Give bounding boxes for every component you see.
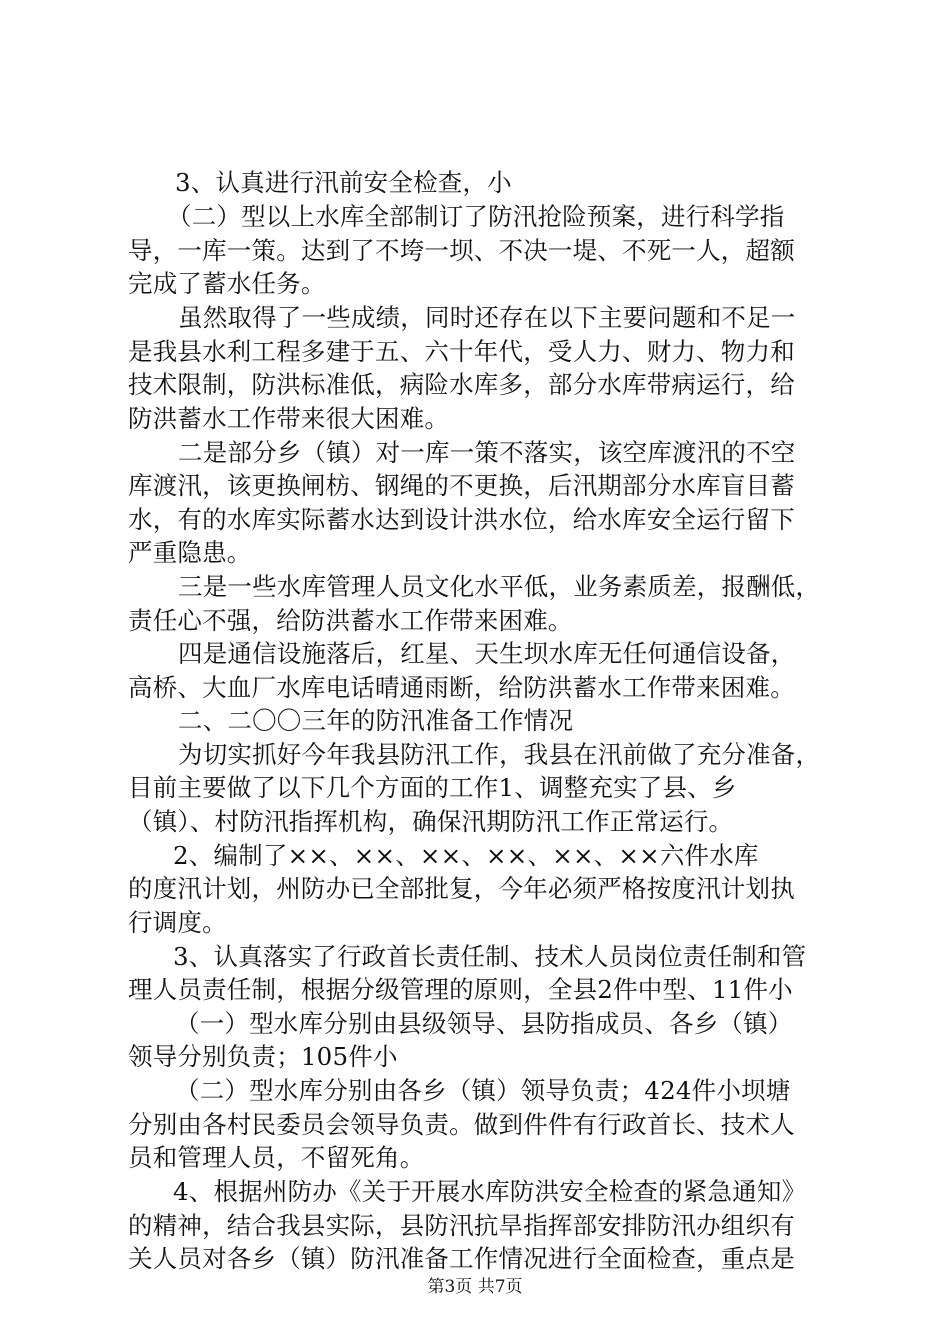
text-line: 理人员责任制，根据分级管理的原则，全县2件中型、11件小 (128, 975, 793, 1004)
text-line: 分别由各村民委员会领导负责。做到件件有行政首长、技术人 (128, 1110, 795, 1139)
text-line: 的度汛计划，州防办已全部批复，今年必须严格按度汛计划执 (128, 874, 795, 903)
text-line: 完成了蓄水任务。 (128, 269, 326, 298)
text-line: 目前主要做了以下几个方面的工作1、调整充实了县、乡 (128, 773, 737, 802)
text-line: 三是一些水库管理人员文化水平低，业务素质差，报酬低， (178, 572, 821, 601)
text-line: 防洪蓄水工作带来很大困难。 (128, 404, 450, 433)
text-line: 导，一库一策。达到了不垮一坝、不决一堤、不死一人，超额 (128, 236, 795, 265)
text-line: 虽然取得了一些成绩，同时还存在以下主要问题和不足一 (178, 303, 796, 332)
text-line: 2、编制了××、××、××、××、××、××六件水库 (173, 841, 759, 870)
text-line: 3、认真进行汛前安全检查，小 (175, 168, 512, 197)
section-heading: 二、二〇〇三年的防汛准备工作情况 (178, 706, 574, 735)
text-line: 员和管理人员，不留死角。 (128, 1143, 425, 1172)
text-line: 严重隐患。 (128, 538, 252, 567)
text-line: 四是通信设施落后，红星、天生坝水库无任何通信设备， (178, 639, 796, 668)
text-line: 是我县水利工程多建于五、六十年代，受人力、财力、物力和 (128, 337, 795, 366)
text-line: （二）型水库分别由各乡（镇）领导负责；424件小坝塘 (175, 1076, 791, 1105)
text-line: 二是部分乡（镇）对一库一策不落实，该空库渡汛的不空 (178, 438, 796, 467)
text-line: （一）型水库分别由县级领导、县防指成员、各乡（镇） (175, 1009, 793, 1038)
text-line: 4、根据州防办《关于开展水库防洪安全检查的紧急通知》 (173, 1177, 807, 1206)
text-line: 关人员对各乡（镇）防汛准备工作情况进行全面检查，重点是 (128, 1244, 795, 1273)
text-line: 水，有的水库实际蓄水达到设计洪水位，给水库安全运行留下 (128, 505, 795, 534)
text-line: （镇）、村防汛指挥机构，确保汛期防汛工作正常运行。 (128, 807, 734, 836)
text-line: 行调度。 (128, 908, 227, 937)
text-line: 库渡汛，该更换闸枋、钢绳的不更换，后汛期部分水库盲目蓄 (128, 471, 795, 500)
text-line: 高桥、大血厂水库电话晴通雨断，给防洪蓄水工作带来困难。 (128, 673, 795, 702)
text-line: 3、认真落实了行政首长责任制、技术人员岗位责任制和管 (173, 942, 807, 971)
text-line: 为切实抓好今年我县防汛工作，我县在汛前做了充分准备， (178, 740, 821, 769)
text-line: 技术限制，防洪标准低，病险水库多，部分水库带病运行，给 (128, 370, 795, 399)
page-number-footer: 第3页 共7页 (427, 1277, 523, 1297)
text-line: （二）型以上水库全部制订了防汛抢险预案，进行科学指 (167, 202, 785, 231)
text-line: 领导分别负责；105件小 (128, 1042, 398, 1071)
text-line: 责任心不强，给防洪蓄水工作带来困难。 (128, 606, 573, 635)
text-line: 的精神，结合我县实际，县防汛抗旱指挥部安排防汛办组织有 (128, 1211, 795, 1240)
